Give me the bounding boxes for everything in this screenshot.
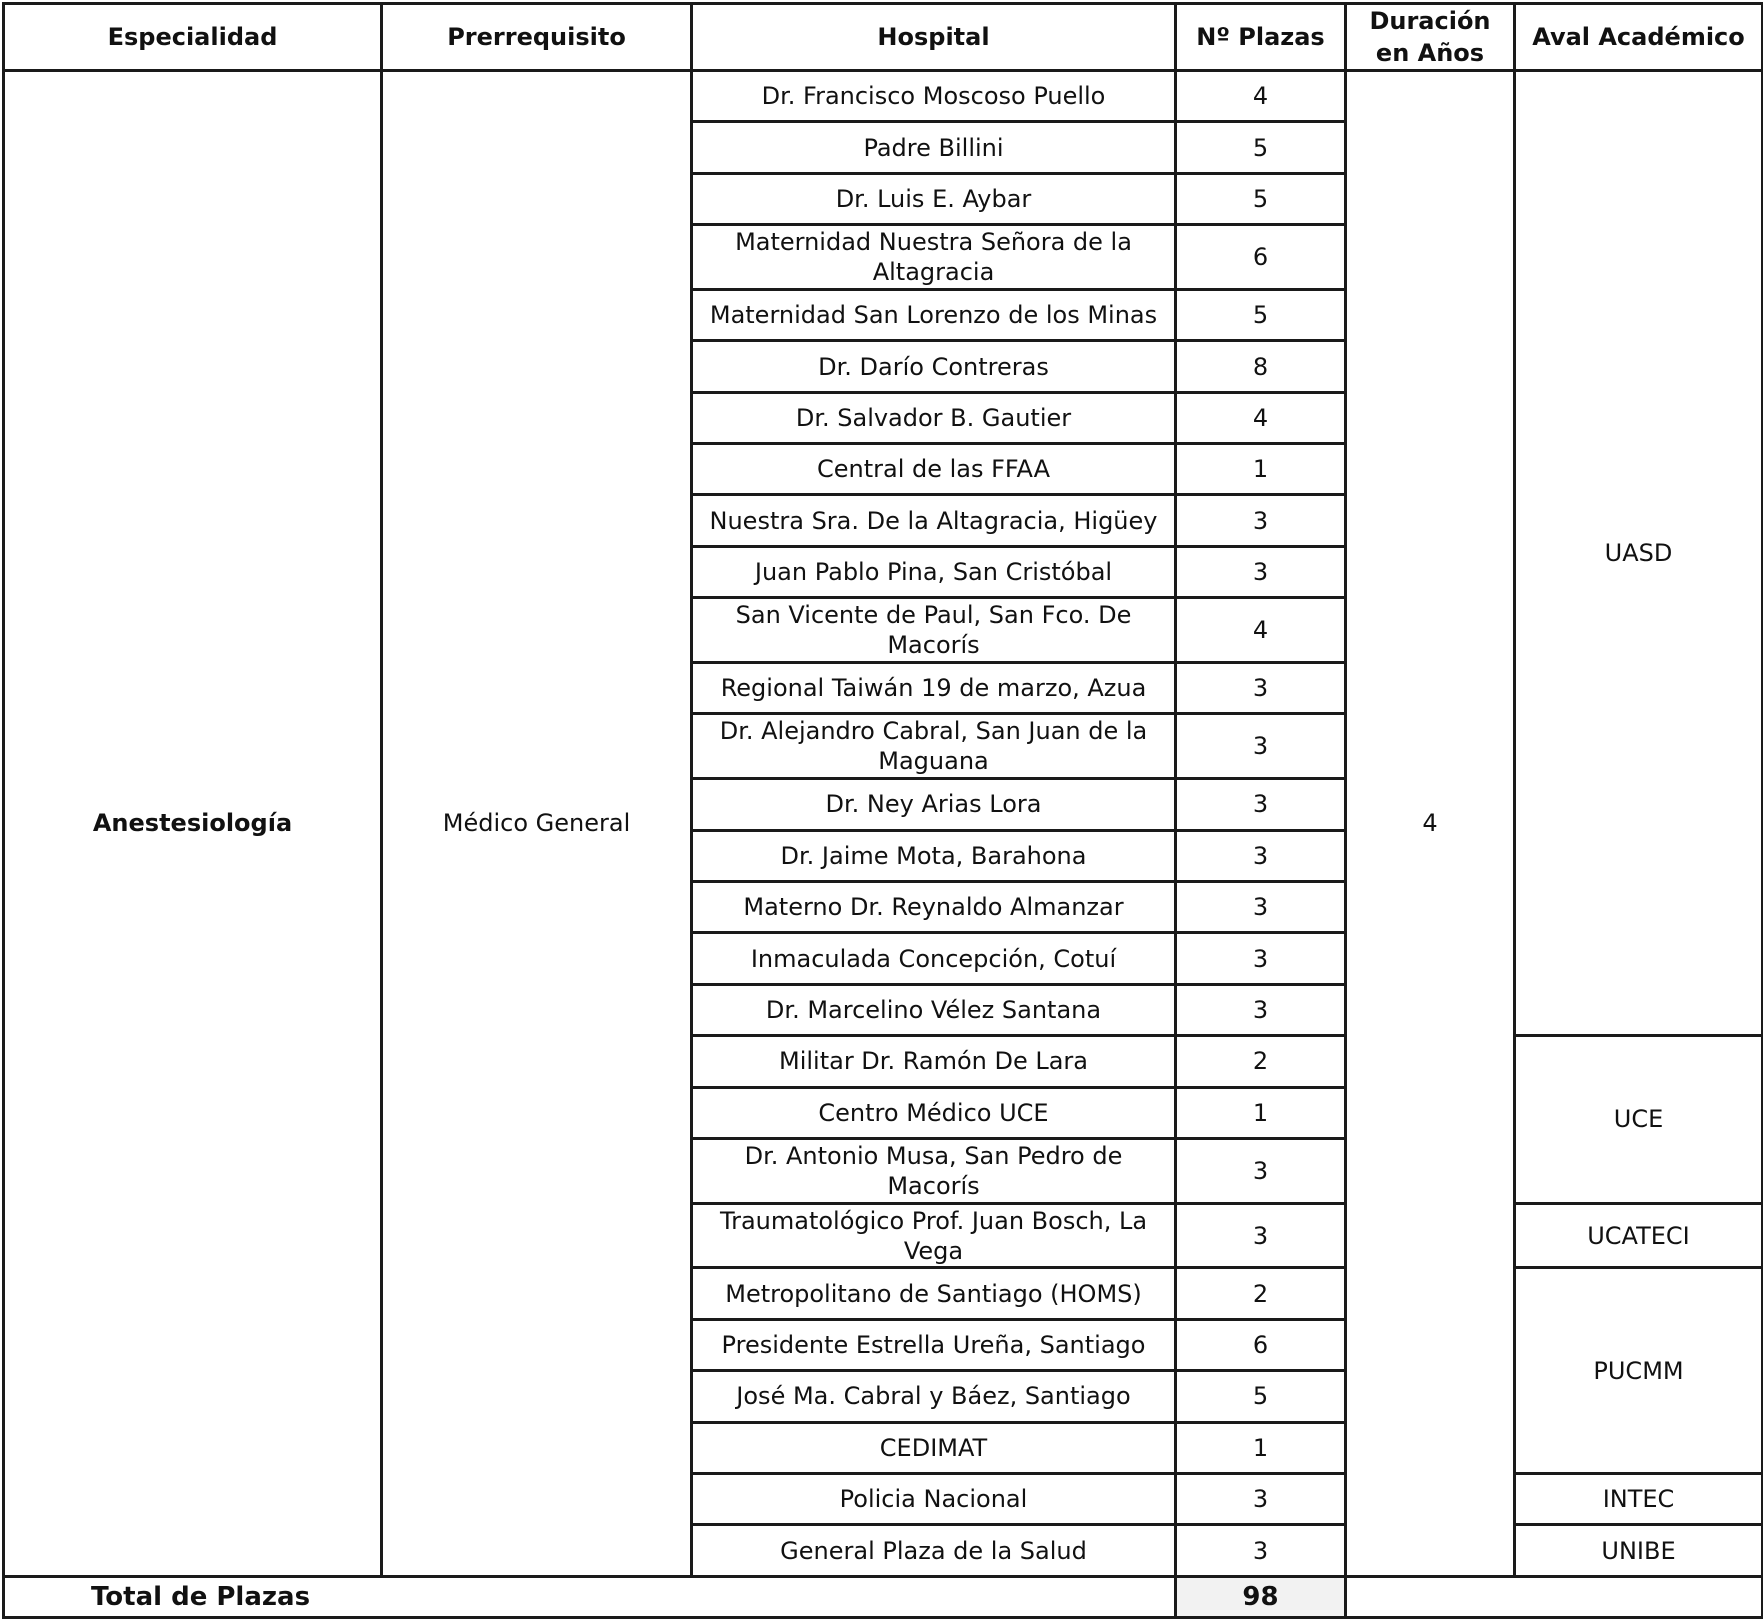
plazas-cell: 2 [1176, 1268, 1346, 1319]
header-plazas: Nº Plazas [1176, 4, 1346, 71]
hospital-cell: Regional Taiwán 19 de marzo, Azua [692, 663, 1176, 714]
plazas-cell: 3 [1176, 830, 1346, 881]
plazas-cell: 3 [1176, 1473, 1346, 1524]
aval-cell: INTEC [1515, 1473, 1763, 1524]
hospital-cell: Dr. Francisco Moscoso Puello [692, 71, 1176, 122]
aval-cell: UNIBE [1515, 1525, 1763, 1576]
hospital-cell: Dr. Luis E. Aybar [692, 173, 1176, 224]
plazas-cell: 5 [1176, 122, 1346, 173]
plazas-cell: 5 [1176, 289, 1346, 340]
plazas-cell: 3 [1176, 933, 1346, 984]
plazas-cell: 3 [1176, 495, 1346, 546]
hospital-cell: Militar Dr. Ramón De Lara [692, 1036, 1176, 1087]
plazas-cell: 5 [1176, 173, 1346, 224]
plazas-cell: 3 [1176, 1525, 1346, 1576]
plazas-cell: 1 [1176, 1422, 1346, 1473]
hospital-cell: CEDIMAT [692, 1422, 1176, 1473]
plazas-cell: 8 [1176, 341, 1346, 392]
plazas-cell: 3 [1176, 546, 1346, 597]
plazas-cell: 6 [1176, 225, 1346, 290]
especialidad-cell: Anestesiología [4, 71, 382, 1577]
total-value: 98 [1176, 1576, 1346, 1617]
plazas-cell: 3 [1176, 663, 1346, 714]
prerrequisito-cell: Médico General [382, 71, 692, 1577]
hospital-cell: Materno Dr. Reynaldo Almanzar [692, 881, 1176, 932]
header-duracion: Duración en Años [1346, 4, 1515, 71]
hospital-cell: Dr. Jaime Mota, Barahona [692, 830, 1176, 881]
plazas-cell: 4 [1176, 392, 1346, 443]
plazas-cell: 6 [1176, 1319, 1346, 1370]
header-prerrequisito: Prerrequisito [382, 4, 692, 71]
plazas-cell: 4 [1176, 71, 1346, 122]
hospital-cell: Inmaculada Concepción, Cotuí [692, 933, 1176, 984]
hospital-cell: Centro Médico UCE [692, 1087, 1176, 1138]
hospital-cell: Presidente Estrella Ureña, Santiago [692, 1319, 1176, 1370]
hospital-cell: General Plaza de la Salud [692, 1525, 1176, 1576]
hospital-cell: Maternidad San Lorenzo de los Minas [692, 289, 1176, 340]
specialty-table [2, 2, 1763, 1619]
aval-cell: UCATECI [1515, 1203, 1763, 1268]
plazas-cell: 2 [1176, 1036, 1346, 1087]
plazas-cell: 3 [1176, 984, 1346, 1035]
header-aval: Aval Académico [1515, 4, 1763, 71]
hospital-cell: Dr. Salvador B. Gautier [692, 392, 1176, 443]
hospital-cell: Dr. Darío Contreras [692, 341, 1176, 392]
hospital-cell: Dr. Antonio Musa, San Pedro de Macorís [692, 1138, 1176, 1203]
hospital-cell: Dr. Marcelino Vélez Santana [692, 984, 1176, 1035]
aval-cell: UCE [1515, 1036, 1763, 1204]
plazas-cell: 3 [1176, 779, 1346, 830]
hospital-cell: Nuestra Sra. De la Altagracia, Higüey [692, 495, 1176, 546]
plazas-cell: 3 [1176, 714, 1346, 779]
plazas-cell: 3 [1176, 1138, 1346, 1203]
table-body [4, 71, 1763, 1618]
hospital-cell: Policia Nacional [692, 1473, 1176, 1524]
hospital-cell: Dr. Ney Arias Lora [692, 779, 1176, 830]
hospital-cell: Maternidad Nuestra Señora de la Altagracia [692, 225, 1176, 290]
hospital-cell: Dr. Alejandro Cabral, San Juan de la Maguana [692, 714, 1176, 779]
total-label: Total de Plazas [4, 1576, 1176, 1617]
header-especialidad: Especialidad [4, 4, 382, 71]
hospital-cell: San Vicente de Paul, San Fco. De Macorís [692, 598, 1176, 663]
plazas-cell: 1 [1176, 1087, 1346, 1138]
aval-cell: PUCMM [1515, 1268, 1763, 1474]
plazas-cell: 3 [1176, 1203, 1346, 1268]
header-row [4, 4, 1763, 71]
plazas-cell: 4 [1176, 598, 1346, 663]
duracion-cell: 4 [1346, 71, 1515, 1577]
hospital-cell: Central de las FFAA [692, 444, 1176, 495]
hospital-cell: Metropolitano de Santiago (HOMS) [692, 1268, 1176, 1319]
plazas-cell: 5 [1176, 1371, 1346, 1422]
hospital-cell: Juan Pablo Pina, San Cristóbal [692, 546, 1176, 597]
plazas-cell: 3 [1176, 881, 1346, 932]
plazas-cell: 1 [1176, 444, 1346, 495]
table-row [4, 71, 1763, 122]
header-hospital: Hospital [692, 4, 1176, 71]
hospital-cell: José Ma. Cabral y Báez, Santiago [692, 1371, 1176, 1422]
hospital-cell: Padre Billini [692, 122, 1176, 173]
total-blank-cell [1346, 1576, 1763, 1617]
total-row [4, 1576, 1763, 1617]
hospital-cell: Traumatológico Prof. Juan Bosch, La Vega [692, 1203, 1176, 1268]
aval-cell: UASD [1515, 71, 1763, 1036]
